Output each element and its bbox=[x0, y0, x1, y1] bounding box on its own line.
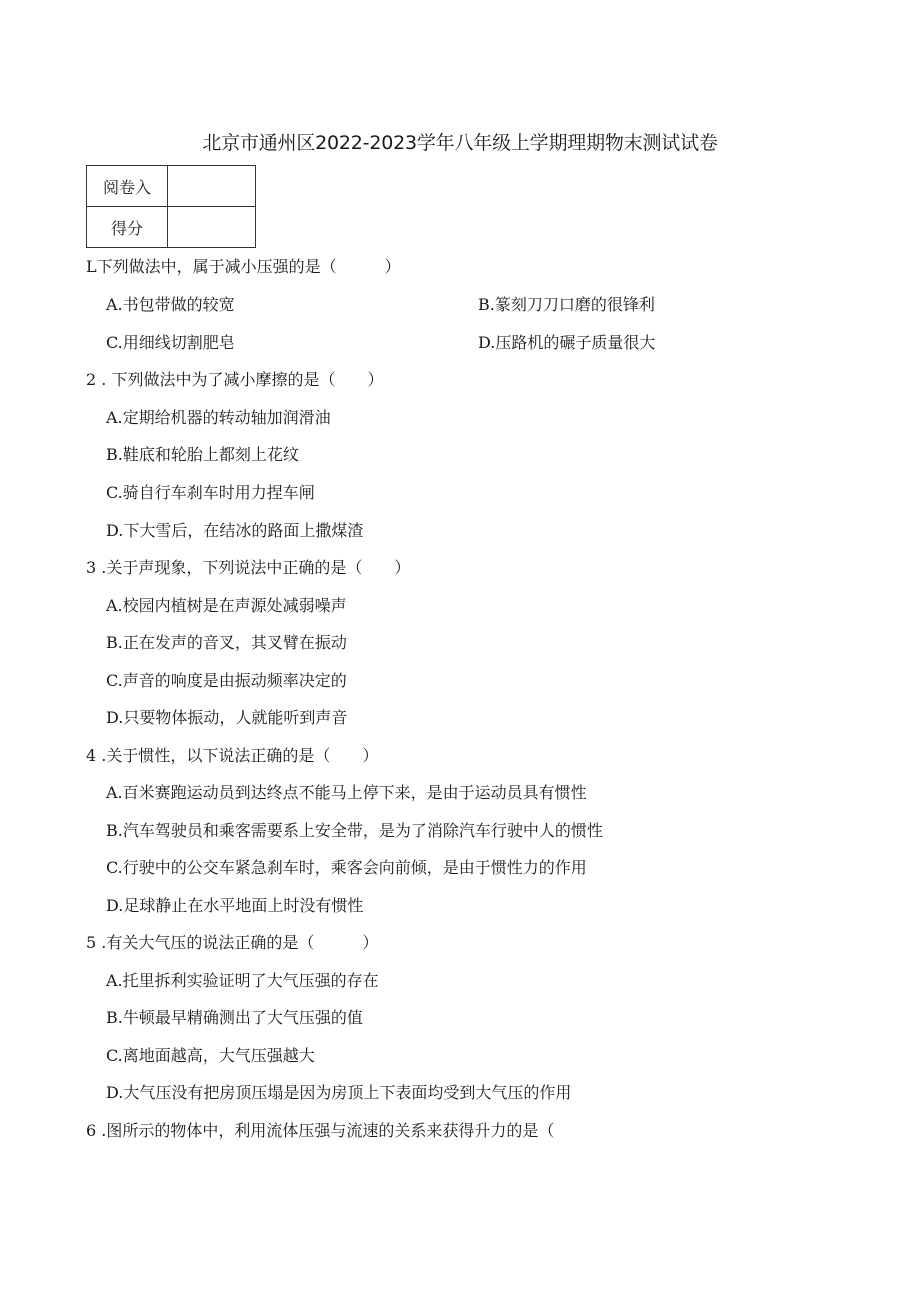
question-3-option-c: C.声音的响度是由振动频率决定的 bbox=[106, 671, 347, 690]
question-3-stem: 3 .关于声现象，下列说法中正确的是（ ） bbox=[86, 558, 411, 577]
score-row-reviewer bbox=[87, 166, 256, 207]
question-4-option-d: D.足球静止在水平地面上时没有惯性 bbox=[106, 896, 364, 915]
question-5-option-d: D.大气压没有把房顶压塌是因为房顶上下表面均受到大气压的作用 bbox=[106, 1083, 572, 1102]
question-1-option-c: C.用细线切割肥皂 bbox=[106, 333, 235, 352]
score-cell[interactable] bbox=[168, 207, 256, 248]
question-1-stem: L下列做法中，属于减小压强的是（ ） bbox=[86, 257, 401, 276]
question-5-option-b: B.牛顿最早精确测出了大气压强的值 bbox=[106, 1008, 363, 1027]
question-2-option-b: B.鞋底和轮胎上都刻上花纹 bbox=[106, 445, 299, 464]
question-1-option-d: D.压路机的碾子质量很大 bbox=[478, 333, 656, 352]
question-4-stem: 4 .关于惯性，以下说法正确的是（ ） bbox=[86, 746, 379, 765]
score-table bbox=[86, 165, 256, 248]
question-2-stem: 2 . 下列做法中为了减小摩擦的是（ ） bbox=[86, 370, 384, 389]
question-2-option-c: C.骑自行车刹车时用力捏车闸 bbox=[106, 483, 315, 502]
question-3-option-d: D.只要物体振动，人就能听到声音 bbox=[106, 708, 348, 727]
question-6-stem: 6 .图所示的物体中，利用流体压强与流速的关系来获得升力的是（ bbox=[86, 1121, 555, 1140]
question-5-stem: 5 .有关大气压的说法正确的是（ ） bbox=[86, 933, 379, 952]
question-2-option-a: A.定期给机器的转动轴加润滑油 bbox=[106, 408, 331, 427]
question-1-option-a: A.书包带做的较宽 bbox=[106, 295, 235, 314]
question-4-option-b: B.汽车驾驶员和乘客需要系上安全带，是为了消除汽车行驶中人的惯性 bbox=[106, 821, 603, 840]
reviewer-label: 阅卷入 bbox=[87, 166, 168, 207]
score-row-score bbox=[87, 207, 256, 248]
score-label: 得分 bbox=[87, 207, 168, 248]
question-3-option-a: A.校园内植树是在声源处减弱噪声 bbox=[106, 596, 347, 615]
question-5-option-a: A.托里拆利实验证明了大气压强的存在 bbox=[106, 971, 379, 990]
question-3-option-b: B.正在发声的音叉，其叉臂在振动 bbox=[106, 633, 347, 652]
question-2-option-d: D.下大雪后，在结冰的路面上撒煤渣 bbox=[106, 521, 364, 540]
question-4-option-c: C.行驶中的公交车紧急刹车时，乘客会向前倾，是由于惯性力的作用 bbox=[106, 858, 587, 877]
exam-title: 北京市通州区2022-2023学年八年级上学期理期物末测试试卷 bbox=[202, 132, 718, 154]
question-4-option-a: A.百米赛跑运动员到达终点不能马上停下来，是由于运动员具有惯性 bbox=[106, 783, 587, 802]
question-5-option-c: C.离地面越高，大气压强越大 bbox=[106, 1046, 315, 1065]
question-1-option-b: B.篆刻刀刀口磨的很锋利 bbox=[478, 295, 655, 314]
reviewer-cell[interactable] bbox=[168, 166, 256, 207]
